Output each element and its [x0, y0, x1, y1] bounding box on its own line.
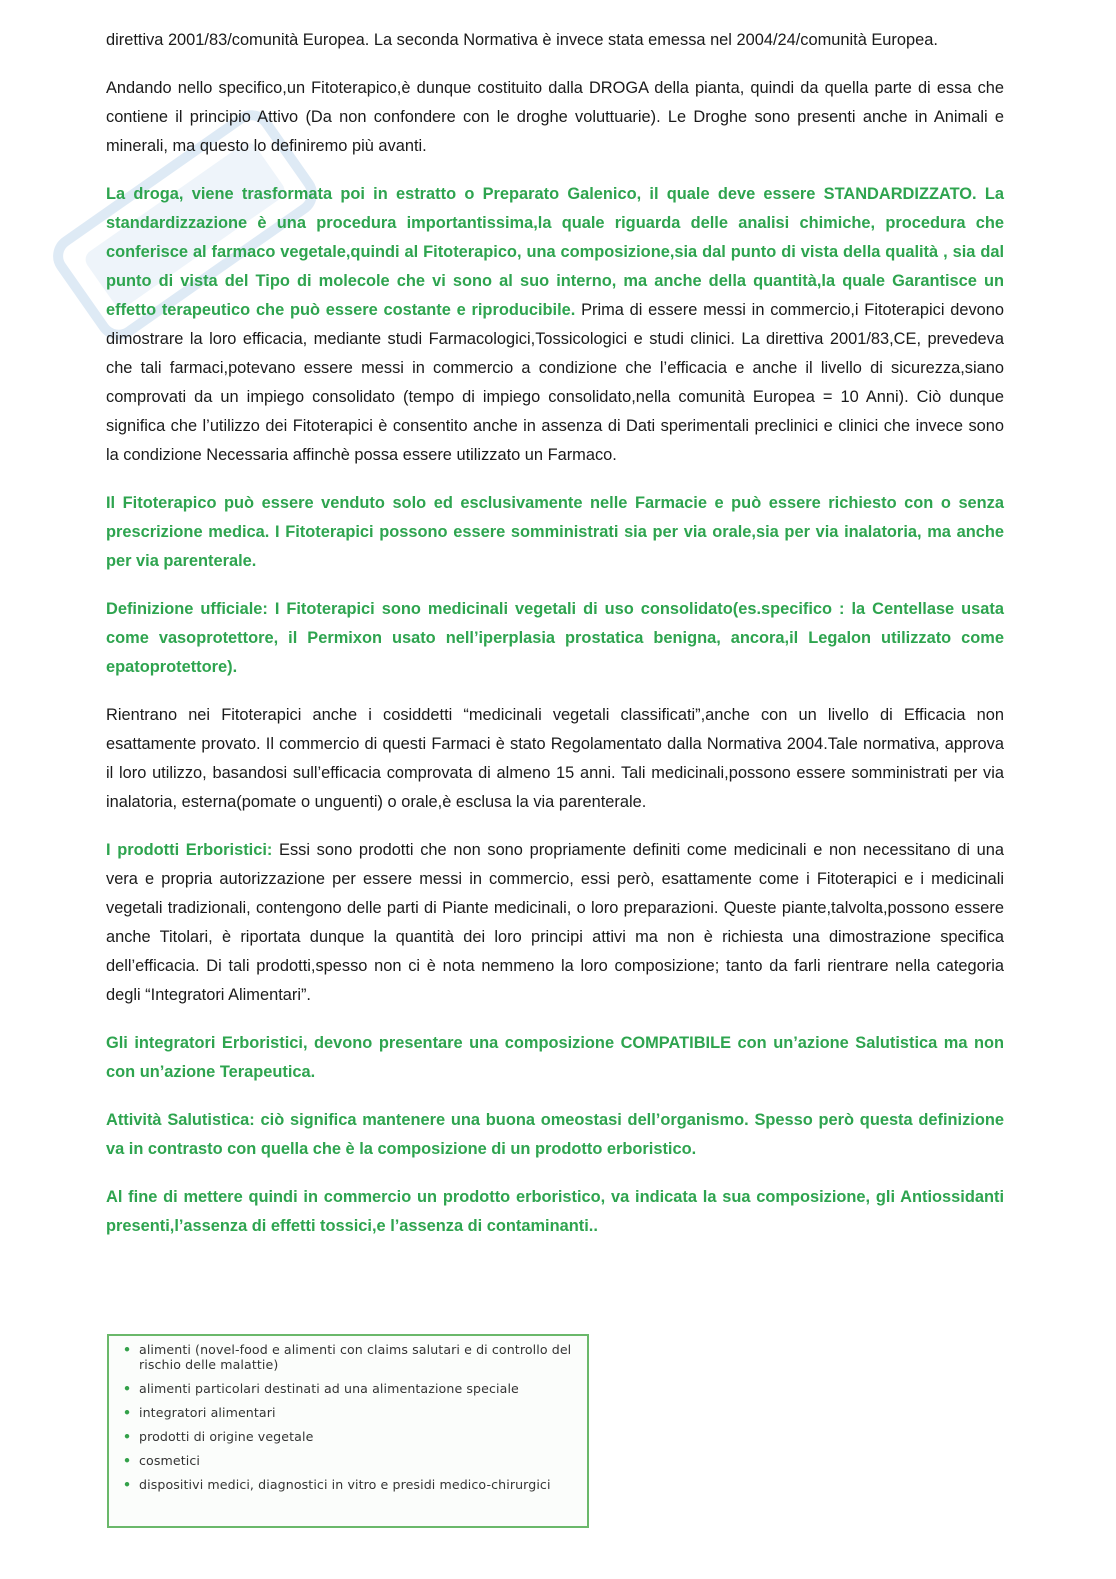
paragraph [106, 836, 1004, 1010]
bullet-icon: • [123, 1429, 132, 1444]
document-body [106, 26, 1004, 1260]
body-text: Andando nello specifico,un Fitoterapico,è dunque costituito dalla DROGA della pianta, quindi da quella parte di essa che contiene il principio Attivo (Da non confondere con le droghe voluttuarie). Le Droghe sono presenti anche in Animali e minerali, ma questo lo definiremo più avanti. [106, 79, 1004, 155]
paragraph [106, 26, 1004, 55]
paragraph [106, 1106, 1004, 1164]
body-text: Essi sono prodotti che non sono propriamente definiti come medicinali e non necessitano di una vera e propria autorizzazione per essere messi in commercio, essi però, esattamente come i Fitoterapici e i medicinali vegetali tradizionali, contengono delle parti di Piante medicinali, o loro preparazioni. Queste piante,talvolta,possono essere anche Titolari, è riportata dunque la quantità dei loro principi attivi ma non è richiesta una dimostrazione specifica dell’efficacia. Di tali prodotti,spesso non ci è nota nemmeno la loro composizione; tanto da farli rientrare nella categoria degli “Integratori Alimentari”. [106, 841, 1004, 1004]
body-text: Prima di essere messi in commercio,i Fitoterapici devono dimostrare la loro efficacia, mediante studi Farmacologici,Tossicologici e studi clinici. La direttiva 2001/83,CE, prevedeva che tali farmaci,potevano essere messi in commercio a condizione che l’efficacia e anche il livello di sicurezza,siano comprovati da un impiego consolidato (tempo di impiego consolidato,nella comunità Europea = 10 Anni). Ciò dunque significa che l’utilizzo dei Fitoterapici è consentito anche in assenza di Dati sperimentali preclinici e clinici che invece sono la condizione Necessaria affinchè possa essere utilizzato un Farmaco. [106, 301, 1004, 464]
figure-list-item [121, 1381, 575, 1396]
bullet-icon: • [123, 1453, 132, 1468]
figure-list-item [121, 1429, 575, 1444]
paragraph [106, 74, 1004, 161]
figure-box [107, 1334, 589, 1528]
paragraph [106, 180, 1004, 470]
bullet-icon: • [123, 1381, 132, 1396]
bullet-icon: • [123, 1477, 132, 1492]
bullet-icon: • [123, 1405, 132, 1420]
paragraph [106, 1183, 1004, 1241]
highlighted-text: Il Fitoterapico può essere venduto solo ed esclusivamente nelle Farmacie e può essere richiesto con o senza prescrizione medica. I Fitoterapici possono essere somministrati sia per via orale,sia per via inalatoria, ma anche per via parenterale. [106, 494, 1004, 570]
figure-item-text: dispositivi medici, diagnostici in vitro e presidi medico-chirurgici [139, 1477, 551, 1492]
figure-item-text: cosmetici [139, 1453, 200, 1468]
highlighted-text: Gli integratori Erboristici, devono presentare una composizione COMPATIBILE con un’azione Salutistica ma non con un’azione Terapeutica. [106, 1034, 1004, 1081]
figure-list [121, 1342, 575, 1492]
figure-item-text: integratori alimentari [139, 1405, 276, 1420]
figure-list-item [121, 1453, 575, 1468]
body-text: Rientrano nei Fitoterapici anche i cosiddetti “medicinali vegetali classificati”,anche con un livello di Efficacia non esattamente provato. Il commercio di questi Farmaci è stato Regolamentato dalla Normativa 2004.Tale normativa, approva il loro utilizzo, basandosi sull’efficacia comprovata di almeno 15 anni. Tali medicinali,possono essere somministrati per via inalatoria, esterna(pomate o unguenti) o orale,è esclusa la via parenterale. [106, 706, 1004, 811]
figure-item-text: alimenti (novel-food e alimenti con claims salutari e di controllo del rischio delle malattie) [139, 1342, 572, 1372]
bullet-icon: • [123, 1342, 132, 1357]
figure-item-text: prodotti di origine vegetale [139, 1429, 314, 1444]
highlighted-text: La droga, viene trasformata poi in estratto o Preparato Galenico, il quale deve essere STANDARDIZZATO. La standardizzazione è una procedura importantissima,la quale riguarda delle analisi chimiche, procedura che conferisce al farmaco vegetale,quindi al Fitoterapico, una composizione,sia dal punto di vista della qualità , sia dal punto di vista del Tipo di molecole che vi sono al suo interno, ma anche della quantità,la quale Garantisce un effetto terapeutico che può essere costante e riproducibile. [106, 185, 1004, 319]
figure-list-item [121, 1342, 575, 1372]
figure-list-item [121, 1477, 575, 1492]
highlighted-text: Definizione ufficiale: I Fitoterapici sono medicinali vegetali di uso consolidato(es.specifico : la Centellase usata come vasoprotettore, il Permixon usato nell’iperplasia prostatica benigna, ancora,il Legalon utilizzato come epatoprotettore). [106, 600, 1004, 676]
highlighted-text: I prodotti Erboristici: [106, 841, 273, 859]
highlighted-text: Al fine di mettere quindi in commercio un prodotto erboristico, va indicata la sua composizione, gli Antiossidanti presenti,l’assenza di effetti tossici,e l’assenza di contaminanti.. [106, 1188, 1004, 1235]
paragraph [106, 701, 1004, 817]
paragraph [106, 489, 1004, 576]
figure-list-item [121, 1405, 575, 1420]
body-text: direttiva 2001/83/comunità Europea. La seconda Normativa è invece stata emessa nel 2004/24/comunità Europea. [106, 31, 938, 49]
paragraph [106, 1029, 1004, 1087]
paragraph [106, 595, 1004, 682]
figure-item-text: alimenti particolari destinati ad una alimentazione speciale [139, 1381, 519, 1396]
highlighted-text: Attività Salutistica: ciò significa mantenere una buona omeostasi dell’organismo. Spesso però questa definizione va in contrasto con quella che è la composizione di un prodotto erboristico. [106, 1111, 1004, 1158]
